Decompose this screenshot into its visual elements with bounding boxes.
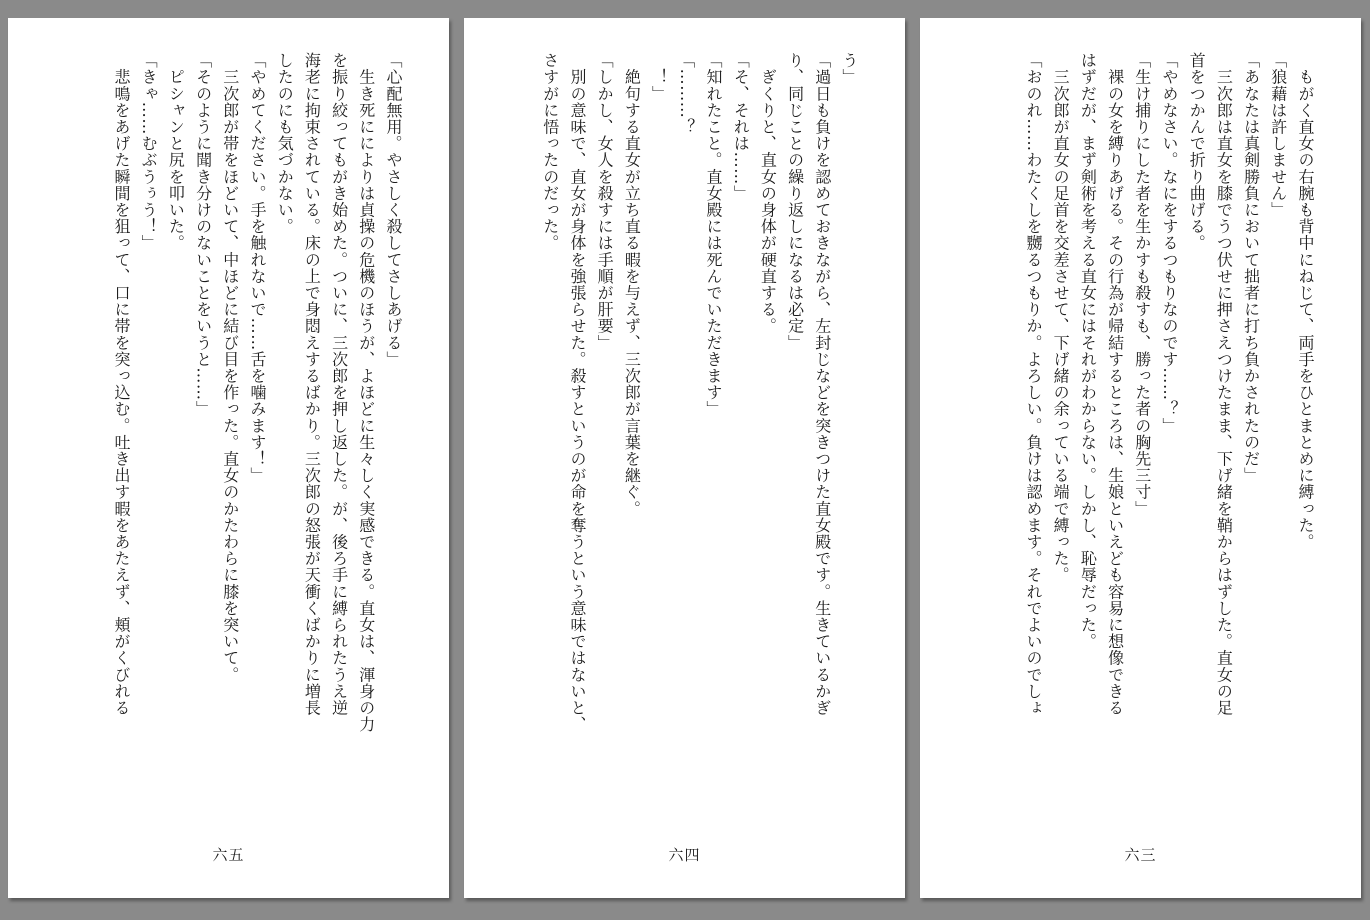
text-line: 「おのれ……わたくしを嬲るつもりか。よろしい。負けは認めます。それでよいのでしょ bbox=[1023, 52, 1043, 716]
text-line: 「やめてください。手を触れないで……舌を噛みます！」 bbox=[247, 52, 267, 484]
text-line: 絶句する直女が立ち直る暇を与えず、三次郎が言葉を継ぐ。 bbox=[622, 52, 642, 517]
text-line: 三次郎が直女の足首を交差させて、下げ緒の余っている端で縛った。 bbox=[1051, 52, 1071, 584]
text-line: 「あなたは真剣勝負において拙者に打ち負かされたのだ」 bbox=[1241, 52, 1261, 484]
text-line: 首をつかんで折り曲げる。 bbox=[1187, 52, 1207, 252]
text-line: ぎくりと、直女の身体が硬直する。 bbox=[758, 52, 778, 335]
text-line: はずだが、まず剣術を考える直女にはそれがわからない。しかし、恥辱だった。 bbox=[1078, 52, 1098, 650]
page-number: 六四 bbox=[668, 846, 701, 864]
text-line: 海老に拘束されている。床の上で身悶えするばかり。三次郎の怒張が天衝くばかりに増長 bbox=[302, 52, 322, 716]
text-line: 「狼藉は許しません」 bbox=[1268, 52, 1288, 218]
text-line: 「そのように聞き分けのないことをいうと……」 bbox=[193, 52, 213, 418]
page-body-text bbox=[1020, 52, 1319, 752]
text-line: 生き死にによりは貞操の危機のほうが、よほどに生々しく実感できる。直女は、渾身の力 bbox=[356, 52, 376, 733]
text-line: 「きゃ……むぶうぅう！」 bbox=[139, 52, 159, 252]
text-line: 別の意味で、直女が身体を強張らせた。殺すというのが命を奪うという意味ではないと、 bbox=[567, 52, 587, 733]
text-line: 裸の女を縛りあげる。その行為が帰結するところは、生娘といえども容易に想像できる bbox=[1105, 52, 1125, 716]
text-line: 「………？ bbox=[676, 52, 696, 135]
text-line: 「過日も負けを認めておきながら、左封じなどを突きつけた直女殿です。生きているかぎ bbox=[812, 52, 832, 716]
page-number: 六五 bbox=[212, 846, 245, 864]
text-line: り、同じことの繰り返しになるは必定」 bbox=[785, 52, 805, 351]
text-line: 三次郎が帯をほどいて、中ほどに結び目を作った。直女のかたわらに膝を突いて。 bbox=[220, 52, 240, 683]
text-line: 「知れたこと。直女殿には死んでいただきます」 bbox=[703, 52, 723, 418]
text-line: 「しかし、女人を殺すには手順が肝要」 bbox=[595, 52, 615, 351]
text-line: 「生け捕りにした者を生かすも殺すも、勝った者の胸先三寸」 bbox=[1132, 52, 1152, 517]
text-line: さすがに悟ったのだった。 bbox=[540, 52, 560, 252]
book-page-65 bbox=[8, 18, 449, 898]
text-line: したのにも気づかない。 bbox=[275, 52, 295, 235]
text-line: 三次郎は直女を膝でうつ伏せに押さえつけたまま、下げ緒を鞘からはずした。直女の足 bbox=[1214, 52, 1234, 716]
page-number: 六三 bbox=[1124, 846, 1157, 864]
book-page-64 bbox=[464, 18, 905, 898]
book-page-63 bbox=[920, 18, 1361, 898]
page-body-text bbox=[537, 52, 863, 752]
page-body-text bbox=[108, 52, 407, 752]
text-line: う」 bbox=[840, 52, 859, 86]
text-line: 悲鳴をあげた瞬間を狙って、口に帯を突っ込む。吐き出す暇をあたえず、頬がくびれる bbox=[111, 52, 131, 716]
text-line: ピシャンと尻を叩いた。 bbox=[166, 52, 186, 252]
text-line: 「心配無用。やさしく殺してさしあげる」 bbox=[384, 52, 403, 368]
text-line: 「やめなさい。なにをするつもりなのです……？」 bbox=[1159, 52, 1179, 434]
text-line: 「そ、それは……」 bbox=[731, 52, 751, 202]
text-line: もがく直女の右腕も背中にねじて、両手をひとまとめに縛った。 bbox=[1296, 52, 1315, 550]
text-line: を振り絞ってもがき始めた。ついに、三次郎を押し返した。が、後ろ手に縛られたうえ逆 bbox=[329, 52, 349, 716]
text-line: ！」 bbox=[649, 52, 669, 102]
